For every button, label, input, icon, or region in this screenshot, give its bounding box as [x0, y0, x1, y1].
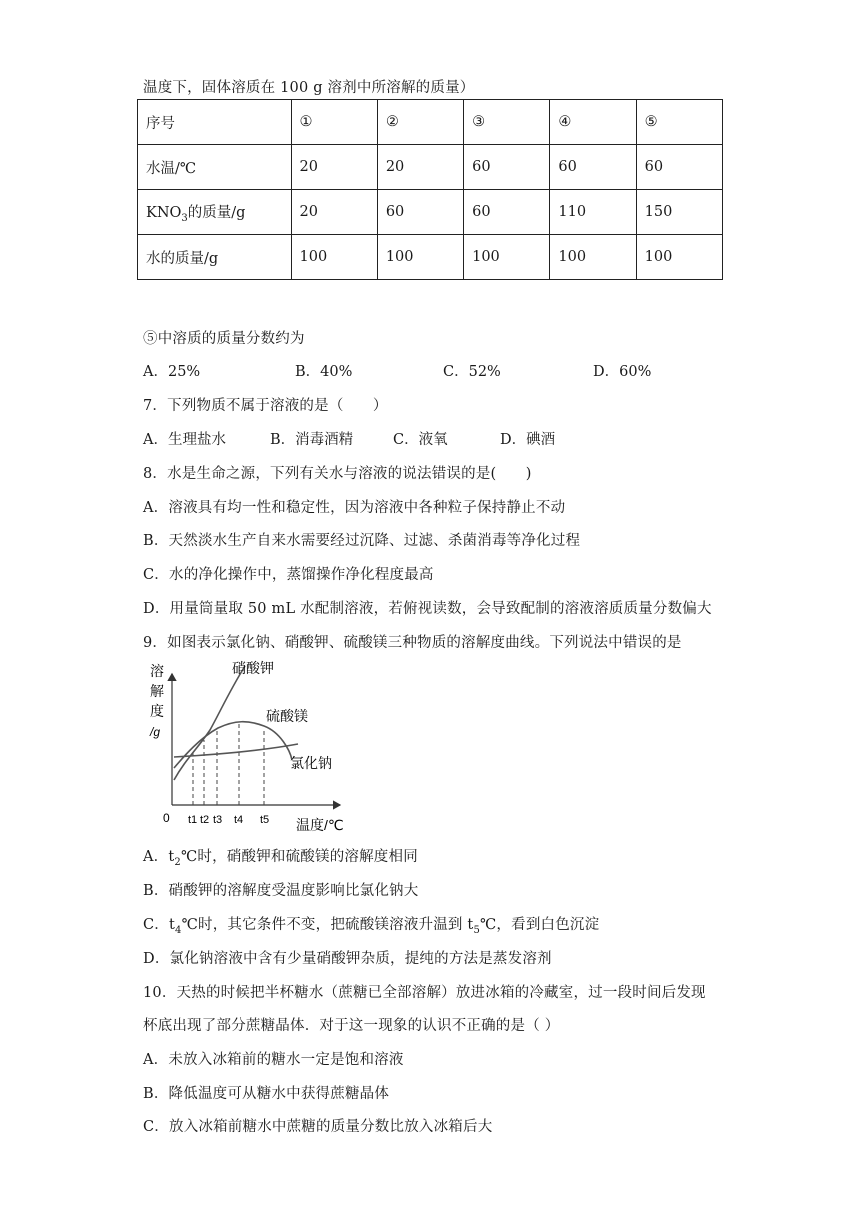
table-row [138, 145, 723, 190]
table-cell: 100 [550, 235, 636, 280]
q10-option-c[interactable]: C．放入冰箱前糖水中蔗糖的质量分数比放入冰箱后大 [143, 1119, 493, 1135]
q10-option-b[interactable]: B．降低温度可从糖水中获得蔗糖晶体 [143, 1086, 390, 1102]
table-cell: 100 [464, 235, 550, 280]
nacl-label: 氯化钠 [290, 755, 332, 771]
table-cell: 20 [377, 145, 463, 190]
table-cell: 100 [636, 235, 722, 280]
q8-option-b[interactable]: B．天然淡水生产自来水需要经过沉降、过滤、杀菌消毒等净化过程 [143, 533, 581, 549]
table-cell: 20 [291, 190, 377, 235]
table-cell: 110 [550, 190, 636, 235]
table-cell: 60 [464, 145, 550, 190]
q9-option-a-tail: ℃时，硝酸钾和硫酸镁的溶解度相同 [180, 849, 418, 865]
table-cell: 水温/℃ [138, 145, 292, 190]
q6-option-d[interactable]: D．60% [593, 364, 652, 380]
q9-option-c-sub2: 5 [473, 924, 481, 936]
table-row [138, 190, 723, 235]
mgso4-curve [174, 722, 292, 768]
mgso4-label: 硫酸镁 [266, 708, 308, 724]
q10-stem-line1: 10．天热的时候把半杯糖水（蔗糖已全部溶解）放进冰箱的冷藏室，过一段时间后发现 [143, 985, 706, 1001]
q9-option-c-tail: ℃，看到白色沉淀 [480, 917, 600, 933]
q7-options [143, 428, 743, 448]
q9-option-a[interactable] [143, 845, 418, 868]
intro-line: 温度下，固体溶质在 100 g 溶剂中所溶解的质量） [143, 80, 475, 96]
table-cell: ④ [550, 100, 636, 145]
table-cell: 60 [464, 190, 550, 235]
q6-option-b[interactable]: B．40% [295, 364, 353, 380]
tick-t1: t1 [188, 814, 198, 826]
q8-option-a[interactable]: A．溶液具有均一性和稳定性，因为溶液中各种粒子保持静止不动 [143, 500, 566, 516]
table-cell: 60 [636, 145, 722, 190]
q10-stem-line2: 杯底出现了部分蔗糖晶体．对于这一现象的认识不正确的是（ ） [143, 1018, 560, 1034]
solubility-graph [140, 660, 360, 840]
table-cell: ③ [464, 100, 550, 145]
table-cell: ⑤ [636, 100, 722, 145]
kno3-label-tail: 的质量/g [187, 204, 246, 221]
q8-option-c[interactable]: C．水的净化操作中，蒸馏操作净化程度最高 [143, 567, 434, 583]
q9-option-c-mid: ℃时，其它条件不变，把硫酸镁溶液升温到 t [181, 917, 474, 933]
q9-option-a-text: A．t [143, 849, 175, 865]
q9-stem: 9．如图表示氯化钠、硝酸钾、硫酸镁三种物质的溶解度曲线。下列说法中错误的是 [143, 635, 682, 651]
origin-label: 0 [163, 811, 170, 825]
q9-option-b[interactable]: B．硝酸钾的溶解度受温度影响比氯化钠大 [143, 883, 419, 899]
kno3-label: 硝酸钾 [232, 660, 274, 676]
q9-option-c-text: C．t [143, 917, 176, 933]
q9-option-c-sub: 4 [175, 924, 182, 936]
q8-stem: 8．水是生命之源，下列有关水与溶液的说法错误的是( ) [143, 466, 532, 482]
table-cell: 60 [377, 190, 463, 235]
q9-option-a-sub: 2 [174, 856, 181, 868]
table-cell: 水的质量/g [138, 235, 292, 280]
q10-option-a[interactable]: A．未放入冰箱前的糖水一定是饱和溶液 [143, 1052, 404, 1068]
table-row [138, 100, 723, 145]
tick-t3: t3 [213, 814, 223, 826]
table-cell: 序号 [138, 100, 292, 145]
q6-stem: ⑤中溶质的质量分数约为 [143, 331, 305, 347]
table-cell: 100 [291, 235, 377, 280]
table-cell: ② [377, 100, 463, 145]
solubility-table [137, 99, 723, 280]
table-row [138, 235, 723, 280]
q6-options [143, 360, 743, 380]
table-cell: 20 [291, 145, 377, 190]
y-axis-label-4: /g [150, 725, 161, 739]
tick-t4: t4 [234, 814, 244, 826]
table-cell: ① [291, 100, 377, 145]
q9-option-c[interactable] [143, 913, 599, 936]
y-axis-label-2: 解 [150, 683, 164, 699]
table-cell: 100 [377, 235, 463, 280]
table-cell: 60 [550, 145, 636, 190]
q7-option-a[interactable]: A．生理盐水 [143, 432, 226, 448]
y-axis-label-3: 度 [150, 703, 164, 719]
x-axis-label: 温度/℃ [296, 817, 344, 833]
q7-option-b[interactable]: B．消毒酒精 [270, 432, 354, 448]
q7-stem: 7．下列物质不属于溶液的是（ ） [143, 398, 388, 414]
table-cell [138, 190, 292, 235]
q8-option-d[interactable]: D．用量筒量取 50 mL 水配制溶液，若俯视读数，会导致配制的溶液溶质质量分数偏大 [143, 601, 712, 617]
q9-option-d[interactable]: D．氯化钠溶液中含有少量硝酸钾杂质，提纯的方法是蒸发溶剂 [143, 951, 552, 967]
kno3-sub: 3 [181, 212, 188, 224]
q7-option-c[interactable]: C．液氧 [393, 432, 448, 448]
q6-option-c[interactable]: C．52% [443, 364, 501, 380]
tick-t5: t5 [260, 814, 270, 826]
tick-t2: t2 [200, 814, 210, 826]
y-axis-label-1: 溶 [150, 663, 164, 679]
q6-option-a[interactable]: A．25% [143, 364, 201, 380]
q7-option-d[interactable]: D．碘酒 [500, 432, 556, 448]
kno3-label: KNO [146, 204, 182, 221]
table-cell: 150 [636, 190, 722, 235]
